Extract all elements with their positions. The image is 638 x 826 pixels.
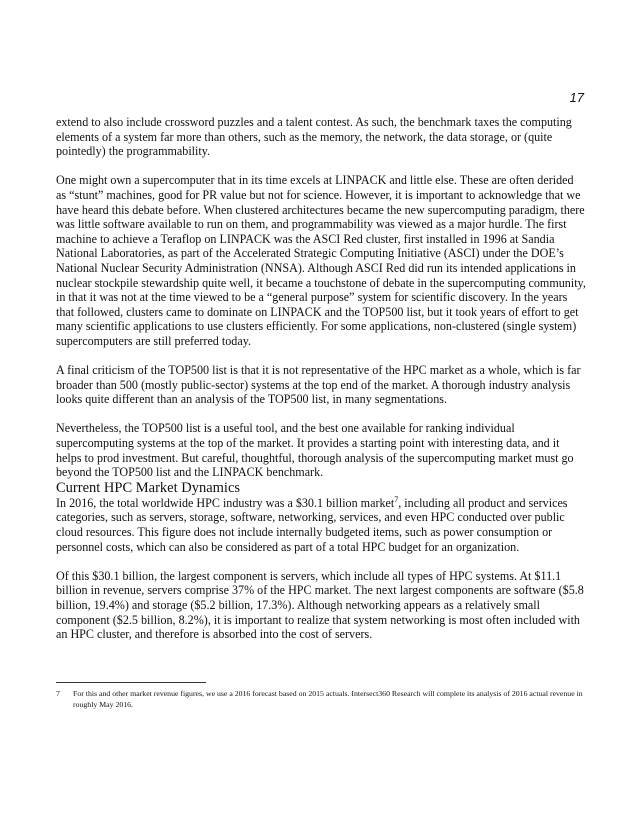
paragraph-6: Of this $30.1 billion, the largest component is servers, which include all types of HPC systems. At $11.1 billion in revenue, servers comprise 37% of the HPC market. The next largest components are software ($5.8 billion, 19.4%) and storage ($5.2 billion, 17.3%). Although networking appears as a relatively small component ($2.5 billion, 8.2%), it is important to realize that system networking is most often included with an HPC cluster, and therefore is absorbed into the cost of servers. — [56, 568, 584, 642]
paragraph-4: Nevertheless, the TOP500 list is a useful tool, and the best one available for ranking individual supercomputing systems at the top of the market. It provides a starting point with interesting data, and it helps to prod investment. But careful, thoughtful, thorough analysis of the supercomputing market must go beyond the TOP500 list and the LINPACK benchmark. — [56, 421, 574, 480]
paragraph-5-text-a: In 2016, the total worldwide HPC industry was a $30.1 billion market — [56, 495, 395, 510]
footnote-text: For this and other market revenue figures, we use a 2016 forecast based on 2015 actuals. Intersect360 Research will complete its analysis of 2016 actual revenue in roughly May 2016. — [73, 689, 583, 709]
footnote-reference[interactable]: 7 — [394, 494, 399, 504]
paragraph-5-text-b: , including all product and services categories, such as servers, storage, software, networking, services, and even HPC conducted over public cloud resources. This figure does not include internally budgeted items, such as power consumption or personnel costs, which can also be considered as part of a total HPC budget for an organization. — [56, 495, 568, 554]
paragraph-5 — [56, 496, 586, 554]
footnote-divider — [56, 682, 206, 683]
footnote-number: 7 — [56, 689, 60, 698]
footnote — [56, 688, 586, 710]
section-heading: Current HPC Market Dynamics — [56, 479, 241, 496]
paragraph-3: A final criticism of the TOP500 list is that it is not representative of the HPC market as a whole, which is far broader than 500 (mostly public-sector) systems at the top end of the market. A thorough industry analysis looks quite different than an analysis of the TOP500 list, in many segmentations. — [56, 363, 581, 407]
paragraph-2: One might own a supercomputer that in its time excels at LINPACK and little else. These are often derided as “stunt” machines, good for PR value but not for science. However, it is important to acknowledge that we have heard this debate before. When clustered architectures became the new supercomputing paradigm, there was little software available to run on them, and programmability was viewed as a major hurdle. The first machine to achieve a Teraflop on LINPACK was the ASCI Red cluster, first installed in 1996 at Sandia National Laboratories, as part of the Accelerated Strategic Computing Initiative (ASCI) under the DOE’s National Nuclear Security Administration (NNSA). Although ASCI Red did run its intended applications in nuclear stockpile stewardship quite well, it became a touchstone of debate in the supercomputing community, in that it was not at the time viewed to be a “general purpose” system for scientific discovery. In the years that followed, clusters came to dominate on LINPACK and the TOP500 list, but it took years of effort to get many scientific applications to use clusters efficiently. For some applications, non-clustered (single system) supercomputers are still preferred today. — [56, 173, 586, 348]
page-number: 17 — [569, 90, 584, 105]
body-text — [56, 115, 586, 642]
paragraph-1: extend to also include crossword puzzles and a talent contest. As such, the benchmark taxes the computing elements of a system far more than others, such as the memory, the network, the data storage, or (quite pointedly) the programmability. — [56, 115, 572, 159]
